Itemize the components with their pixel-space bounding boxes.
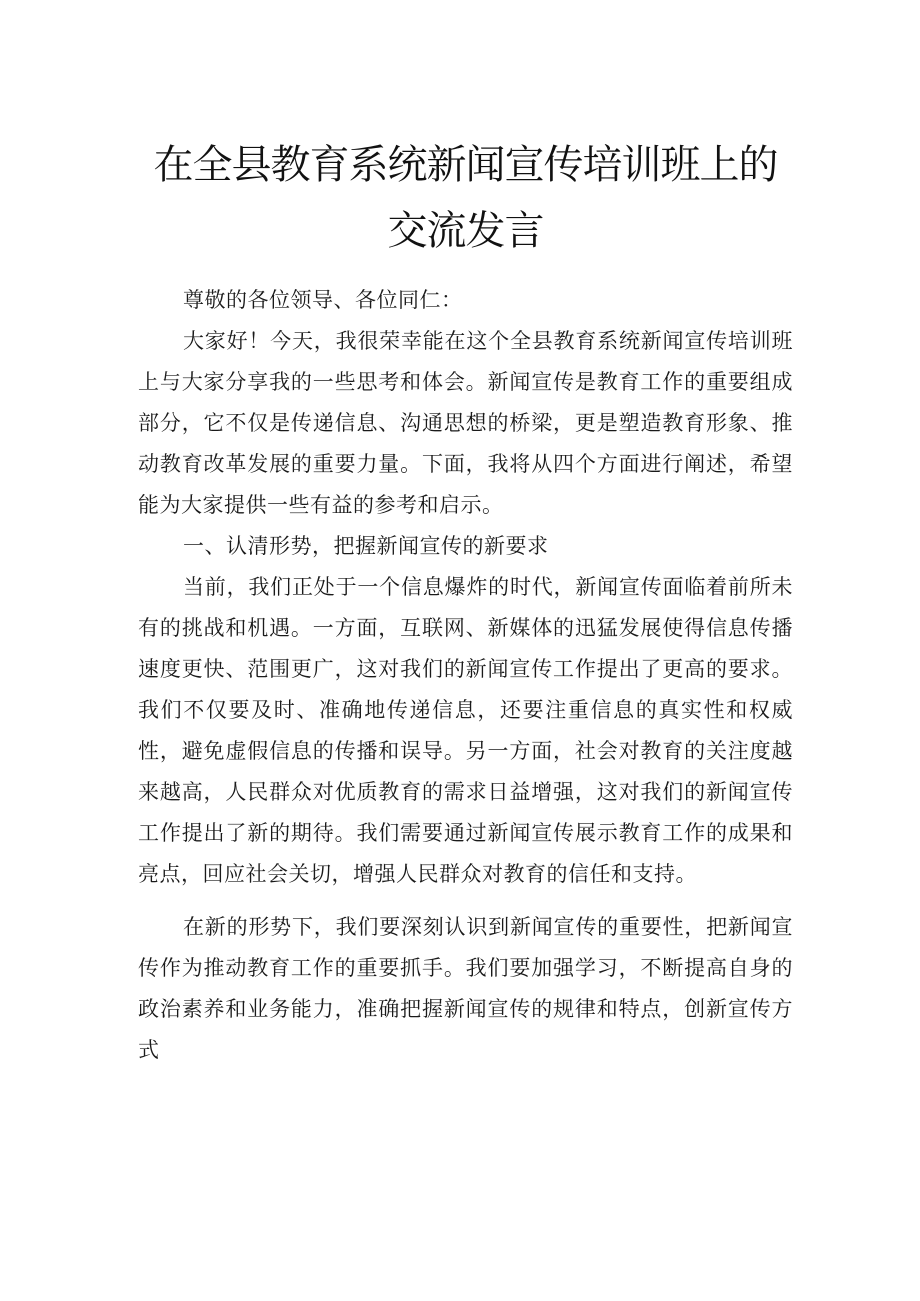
- section-heading-1: 一、认清形势，把握新闻宣传的新要求: [183, 534, 549, 558]
- document-body: [138, 280, 793, 1071]
- paragraph-situation: 当前，我们正处于一个信息爆炸的时代，新闻宣传面临着前所未有的挑战和机遇。一方面，互联网、新媒体的迅猛发展使得信息传播速度更快、范围更广，这对我们的新闻宣传工作提出了更高的要求。我们不仅要及时、准确地传递信息，还要注重信息的真实性和权威性，避免虚假信息的传播和误导。另一方面，社会对教育的关注度越来越高，人民群众对优质教育的需求日益增强，这对我们的新闻宣传工作提出了新的期待。我们需要通过新闻宣传展示教育工作的成果和亮点，回应社会关切，增强人民群众对教育的信任和支持。: [138, 575, 793, 886]
- document-title: 在全县教育系统新闻宣传培训班上的交流发言: [153, 142, 778, 254]
- paragraph-intro: 大家好！今天，我很荣幸能在这个全县教育系统新闻宣传培训班上与大家分享我的一些思考和体会。新闻宣传是教育工作的重要组成部分，它不仅是传递信息、沟通思想的桥梁，更是塑造教育形象、推动教育改革发展的重要力量。下面，我将从四个方面进行阐述，希望能为大家提供一些有益的参考和启示。: [138, 329, 793, 517]
- paragraph-new-situation: 在新的形势下，我们要深刻认识到新闻宣传的重要性，把新闻宣传作为推动教育工作的重要抓手。我们要加强学习，不断提高自身的政治素养和业务能力，准确把握新闻宣传的规律和特点，创新宣传方式: [138, 915, 793, 1062]
- salutation: 尊敬的各位领导、各位同仁：: [183, 288, 463, 312]
